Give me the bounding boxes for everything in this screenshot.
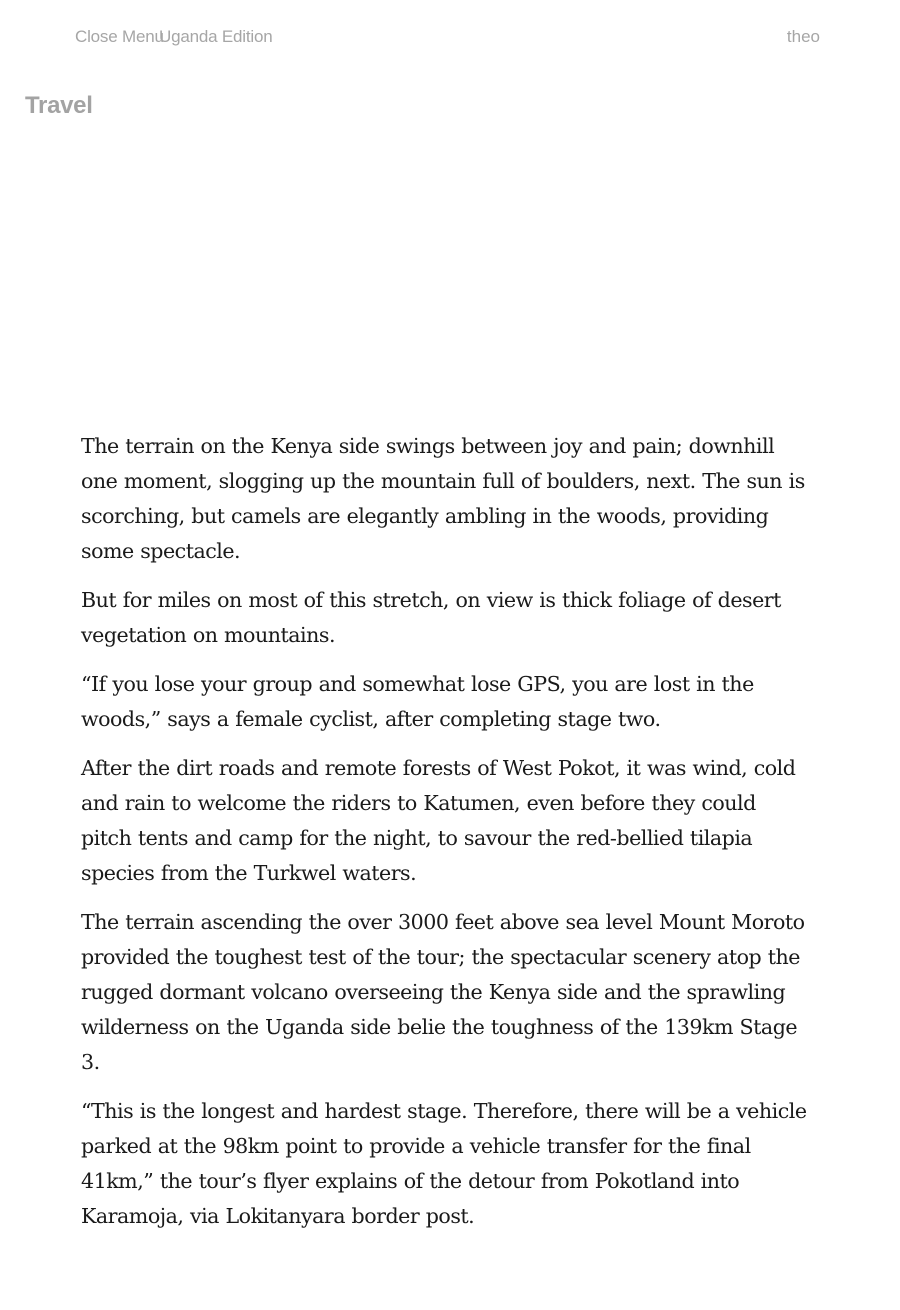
section-label[interactable]: Travel [25,92,93,119]
article-paragraph: After the dirt roads and remote forests of West Pokot, it was wind, cold and rain to welcome the riders to Katumen, even before they could pitch tents and camp for the night, to savour the red-bellied tilapia species from the Turkwel waters. [81,756,796,885]
article-body [81,429,811,1248]
top-bar [0,0,900,76]
edition-selector[interactable]: Uganda Edition [159,27,273,46]
article-paragraph: The terrain on the Kenya side swings between joy and pain; downhill one moment, slogging up the mountain full of boulders, next. The sun is scorching, but camels are elegantly ambling in the woods, providing some spectacle. [81,434,805,563]
user-account-link[interactable]: theo [786,27,820,46]
close-menu-button[interactable]: Close Menu [75,27,164,46]
article-paragraph: “This is the longest and hardest stage. Therefore, there will be a vehicle parked at the 98km point to provide a vehicle transfer for the final 41km,” the tour’s flyer explains of the detour from Pokotland into Karamoja, via Lokitanyara border post. [81,1099,807,1228]
hero-image-placeholder [0,130,900,420]
article-paragraph: The terrain ascending the over 3000 feet above sea level Mount Moroto provided the toughest test of the tour; the spectacular scenery atop the rugged dormant volcano overseeing the Kenya side and the sprawling wilderness on the Uganda side belie the toughness of the 139km Stage 3. [81,910,805,1074]
article-paragraph: But for miles on most of this stretch, on view is thick foliage of desert vegetation on mountains. [81,588,781,647]
article-paragraph: “If you lose your group and somewhat lose GPS, you are lost in the woods,” says a female cyclist, after completing stage two. [81,672,754,731]
